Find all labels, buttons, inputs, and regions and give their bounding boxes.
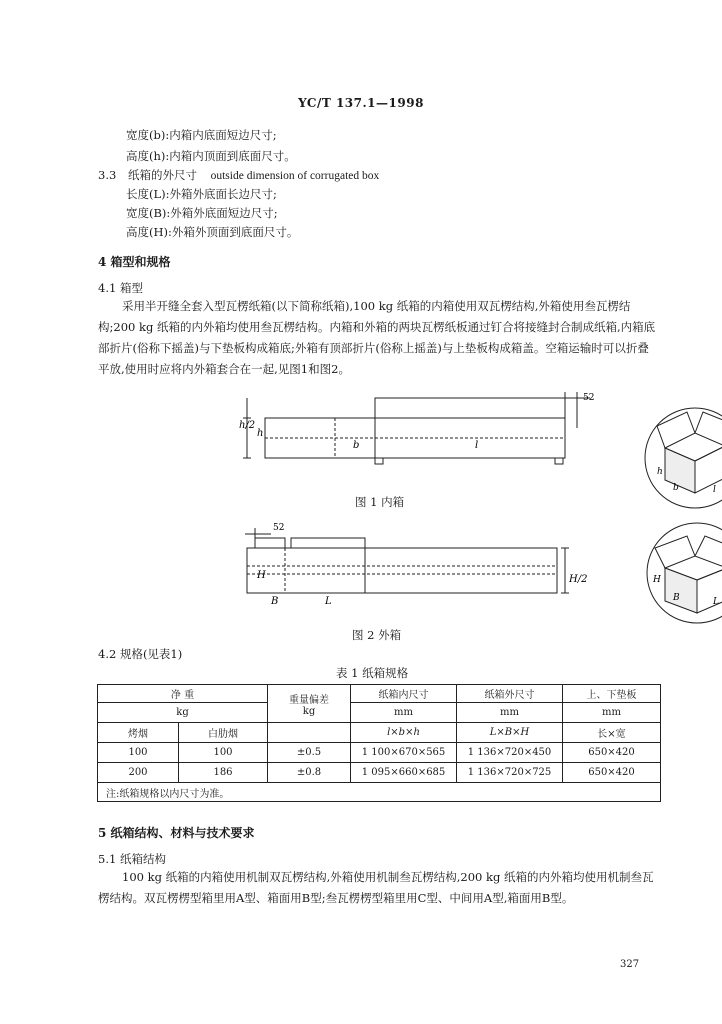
section-title: 纸箱的外尺寸 [127,168,197,182]
label-h: h [257,428,264,439]
box-label-B: B [673,593,680,603]
cell-flue: 200 [98,763,179,783]
paragraph-4-1: 采用半开缝全套入型瓦楞纸箱(以下简称纸箱),100 kg 纸箱的内箱使用双瓦楞结构,外箱使用叁瓦楞结构;200 kg 纸箱的内外箱均使用叁瓦楞结构。内箱和外箱的两块瓦楞纸板通过钉合将接缝封合制成纸箱,内箱底部折片(俗称下摇盖)与下垫板构成箱底;外箱有顶部折片(俗称上摇盖)与上垫板构成箱盖。空箱运输时可以折叠平放,使用时应将内外箱套合在一起,见图1和图2。 [98,299,656,376]
cell-pads: 650×420 [563,743,661,763]
col-outer-formula: L×B×H [457,723,563,743]
cell-outer: 1 136×720×450 [457,743,563,763]
box-label-h: h [657,467,663,477]
def-width-inner: 宽度(b):内箱内底面短边尺寸; [126,128,277,142]
spec-table [97,684,661,802]
inner-box-flat-drawing [243,392,590,464]
section-3-3 [98,168,379,184]
box-label-H: H [653,575,661,585]
col-inner-formula: l×b×h [351,723,457,743]
unit-inner: mm [351,703,457,723]
header-tolerance [268,685,351,723]
label-H2: H/2 [569,574,588,585]
header-net-weight: 净 重 [98,685,268,703]
cell-burley: 186 [179,763,268,783]
label-l: l [475,440,479,451]
header-inner: 纸箱内尺寸 [351,685,457,703]
figure-1 [225,388,716,518]
section-5-1-heading: 5.1 纸箱结构 [98,852,166,866]
table-subheader-row [98,723,661,743]
section-4-1-heading: 4.1 箱型 [98,281,143,295]
col-pads-formula: 长×宽 [563,723,661,743]
label-h2: h/2 [239,420,256,431]
unit-pads: mm [563,703,661,723]
table-row [98,763,661,783]
table-1-caption: 表 1 纸箱规格 [336,666,409,680]
section-4-2-heading: 4.2 规格(见表1) [98,647,183,661]
figure-2 [225,518,719,643]
col-burley: 白肋烟 [179,723,268,743]
table-note: 注:纸箱规格以内尺寸为准。 [98,783,661,802]
box-label-L: L [713,597,719,607]
cell-inner: 1 100×670×565 [351,743,457,763]
label-b: b [353,440,360,451]
outer-box-3d-drawing [647,523,722,623]
table-unit-row [98,703,661,723]
box-label-l: l [713,485,716,495]
header-pads: 上、下垫板 [563,685,661,703]
col-flue: 烤烟 [98,723,179,743]
header-tolerance-unit: kg [302,705,316,717]
cell-tolerance: ±0.8 [268,763,351,783]
page-header: YC/T 137.1—1998 [298,96,424,110]
outer-box-flat-drawing [245,528,569,593]
paragraph-5-1: 100 kg 纸箱的内箱使用机制双瓦楞结构,外箱使用机制叁瓦楞结构,200 kg 纸箱的内外箱均使用机制叁瓦楞结构。双瓦楞楞型箱里用A型、箱面用B型;叁瓦楞楞型箱里用C型、中间用A型,箱面用B型。 [98,870,654,905]
table-note-row [98,783,661,802]
cell-flue: 100 [98,743,179,763]
inner-box-3d-drawing [645,408,722,508]
col-tolerance-blank [268,723,351,743]
section-title-en: outside dimension of corrugated box [210,170,380,182]
label-L: L [325,596,332,607]
unit-outer: mm [457,703,563,723]
label-52: 52 [583,393,595,403]
label-B: B [271,596,279,607]
label-H: H [257,570,266,581]
unit-net-weight: kg [98,703,268,723]
section-5-heading: 5 纸箱结构、材料与技术要求 [98,826,255,840]
cell-outer: 1 136×720×725 [457,763,563,783]
cell-burley: 100 [179,743,268,763]
box-label-b: b [673,483,679,493]
section-number: 3.3 [98,168,117,182]
def-height-inner: 高度(h):内箱内顶面到底面尺寸。 [126,149,296,163]
figure-1-caption: 图 1 内箱 [355,495,405,509]
cell-pads: 650×420 [563,763,661,783]
def-width-outer: 宽度(B):外箱外底面短边尺寸; [126,206,278,220]
cell-tolerance: ±0.5 [268,743,351,763]
table-row [98,743,661,763]
header-outer: 纸箱外尺寸 [457,685,563,703]
figure-2-caption: 图 2 外箱 [352,628,402,642]
page-number: 327 [620,959,640,970]
cell-inner: 1 095×660×685 [351,763,457,783]
header-tolerance-label: 重量偏差 [289,694,329,706]
def-height-outer: 高度(H):外箱外顶面到底面尺寸。 [126,225,299,239]
def-length-outer: 长度(L):外箱外底面长边尺寸; [126,187,277,201]
label-52: 52 [273,523,285,533]
table-header-row [98,685,661,703]
section-4-heading: 4 箱型和规格 [98,255,171,269]
